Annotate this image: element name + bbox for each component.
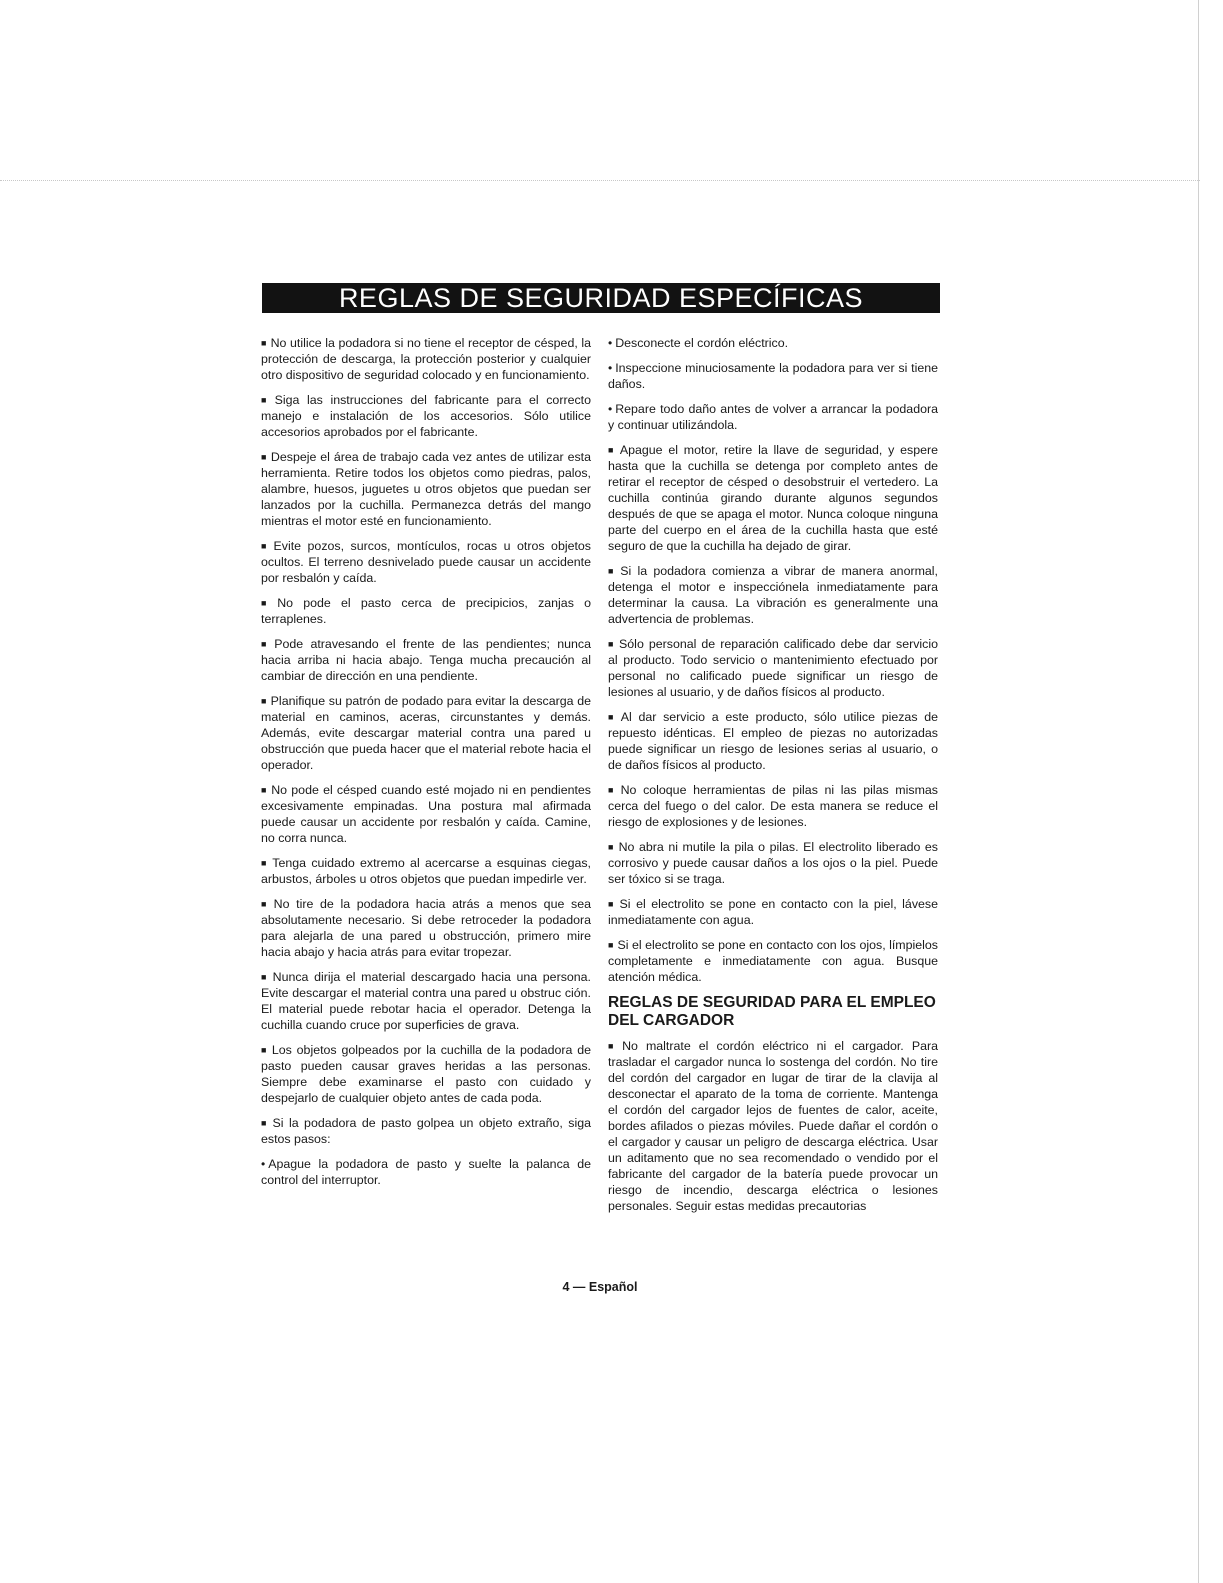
safety-rule: ■ Apague el motor, retire la llave de seguridad, y espere hasta que la cuchilla se detenga por completo antes de retirar el receptor de césped o desobstruir el vertedero. La cuchilla continúa girando durante algunos segundos después de que se apaga el motor. Nunca coloque ninguna parte del cuerpo en el área de la cuchilla hasta que esté seguro de que la cuchilla ha dejado de girar.	[608, 443, 938, 553]
safety-rule: ■ Al dar servicio a este producto, sólo utilice piezas de repuesto idénticas. El empleo de piezas no autorizadas puede significar un riesgo de lesiones serias al usuario, o de daños físicos al producto.	[608, 710, 939, 772]
square-bullet-icon: ■	[608, 940, 614, 950]
square-bullet-icon: ■	[261, 598, 274, 608]
step-item: • Apague la podadora de pasto y suelte la palanca de control del interruptor.	[261, 1157, 591, 1187]
safety-rule: ■ Pode atravesando el frente de las pendientes; nunca hacia arriba ni hacia abajo. Tenga mucha precaución al cambiar de dirección en una pendiente.	[261, 637, 592, 683]
square-bullet-icon: ■	[608, 445, 616, 455]
charger-rule: ■ No maltrate el cordón eléctrico ni el cargador. Para trasladar el cargador nunca lo sostenga del cordón. No tire del cordón del cargador en lugar de tirar de la clavija al desconectar el aparato de la toma de corriente. Mantenga el cordón del cargador lejos de fuentes de calor, aceite, bordes afilados o piezas móviles. Puede dañar el cordón o el cargador y causar un peligro de descarga eléctrica. Usar un aditamento que no sea recomendado o vendido por el fabricante del cargador de la batería puede provocar un riesgo de incendio, descarga eléctrica o lesiones personales. Seguir estas medidas precautorias	[608, 1039, 938, 1213]
square-bullet-icon: ■	[261, 785, 268, 795]
square-bullet-icon: ■	[261, 858, 269, 868]
right-column	[608, 335, 938, 1223]
page-number: 4 — Español	[562, 1280, 638, 1294]
dot-bullet-icon: •	[608, 402, 613, 416]
safety-rule: ■ Tenga cuidado extremo al acercarse a esquinas ciegas, arbustos, árboles u otros objetos que puedan impedirle ver.	[261, 856, 591, 886]
square-bullet-icon: ■	[608, 639, 616, 649]
square-bullet-icon: ■	[261, 338, 267, 348]
square-bullet-icon: ■	[608, 712, 617, 722]
square-bullet-icon: ■	[608, 785, 617, 795]
safety-rule: ■ Sólo personal de reparación calificado debe dar servicio al producto. Todo servicio o mantenimiento efectuado por personal no calificado puede significar un riesgo de lesiones al usuario, y de daños físicos al producto.	[608, 637, 939, 699]
safety-rule: ■ Si la podadora comienza a vibrar de manera anormal, detenga el motor e inspecciónela inmediatamente para determinar la causa. La vibración es generalmente una advertencia de problemas.	[608, 564, 938, 626]
safety-rule: ■ Si el electrolito se pone en contacto con los ojos, límpielos completamente e inmediatamente con agua. Busque atención médica.	[608, 938, 938, 984]
scan-artifact-line	[0, 180, 1200, 181]
square-bullet-icon: ■	[261, 541, 270, 551]
left-column	[261, 335, 591, 1197]
safety-rule: ■ Si el electrolito se pone en contacto con la piel, lávese inmediatamente con agua.	[608, 897, 938, 927]
square-bullet-icon: ■	[261, 452, 267, 462]
safety-rule: ■ Evite pozos, surcos, montículos, rocas u otros objetos ocultos. El terreno desnivelado puede causar un accidente por resbalón y caída.	[261, 539, 592, 585]
square-bullet-icon: ■	[261, 1118, 269, 1128]
square-bullet-icon: ■	[608, 566, 617, 576]
safety-rule: ■ No pode el césped cuando esté mojado ni en pendientes excesivamente empinadas. Una postura mal afirmada puede causar un accidente por resbalón y caída. Camine, no corra nunca.	[261, 783, 591, 845]
step-item: • Desconecte el cordón eléctrico.	[608, 336, 789, 350]
safety-rule: ■ No utilice la podadora si no tiene el receptor de césped, la protección de descarga, la protección posterior y cualquier otro dispositivo de seguridad colocado y en funcionamiento.	[261, 336, 591, 382]
step-item: • Repare todo daño antes de volver a arrancar la podadora y continuar utilizándola.	[608, 402, 938, 432]
safety-rule: ■ No pode el pasto cerca de precipicios, zanjas o terraplenes.	[261, 596, 591, 626]
scan-artifact-edge	[1198, 0, 1199, 1583]
dot-bullet-icon: •	[608, 361, 613, 375]
square-bullet-icon: ■	[261, 395, 271, 405]
safety-rule: ■ Siga las instrucciones del fabricante para el correcto manejo e instalación de los accesorios. Sólo utilice accesorios aprobados por el fabricante.	[261, 393, 591, 439]
square-bullet-icon: ■	[608, 1041, 619, 1051]
square-bullet-icon: ■	[261, 899, 270, 909]
square-bullet-icon: ■	[608, 842, 615, 852]
safety-rule: ■ Nunca dirija el material descargado hacia una persona. Evite descargar el material contra una pared u obstruc ción. El material puede rebotar hacia el operador. Detenga la cuchilla cuando cruce por superficies de grava.	[261, 970, 591, 1032]
safety-rule: ■ Planifique su patrón de podado para evitar la descarga de material en caminos, aceras, circunstantes y demás. Además, evite descargar material contra una pared u obstrucción que pueda hacer que el material rebote hacia el operador.	[261, 694, 592, 772]
square-bullet-icon: ■	[261, 972, 269, 982]
square-bullet-icon: ■	[261, 639, 271, 649]
square-bullet-icon: ■	[608, 899, 616, 909]
charger-rules-heading: REGLAS DE SEGURIDAD PARA EL EMPLEO DEL CARGADOR	[608, 994, 936, 1029]
safety-rule: ■ Si la podadora de pasto golpea un objeto extraño, siga estos pasos:	[261, 1116, 592, 1146]
square-bullet-icon: ■	[261, 1045, 268, 1055]
dot-bullet-icon: •	[608, 336, 613, 350]
safety-rule: ■ No abra ni mutile la pila o pilas. El electrolito liberado es corrosivo y puede causar daños a los ojos o la piel. Puede ser tóxico si se traga.	[608, 840, 939, 886]
section-title: REGLAS DE SEGURIDAD ESPECÍFICAS	[338, 283, 864, 313]
safety-rule: ■ Despeje el área de trabajo cada vez antes de utilizar esta herramienta. Retire todos los objetos como piedras, palos, alambre, huesos, juguetes u otros objetos que puedan ser lanzados por la cuchilla. Permanezca detrás del mango mientras el motor esté en funcionamiento.	[261, 450, 592, 528]
safety-rule: ■ Los objetos golpeados por la cuchilla de la podadora de pasto pueden causar graves heridas a las personas. Siempre debe examinarse el pasto con cuidado y despejarlo de cualquier objeto antes de cada poda.	[261, 1043, 591, 1105]
dot-bullet-icon: •	[261, 1157, 266, 1171]
safety-rule: ■ No tire de la podadora hacia atrás a menos que sea absolutamente necesario. Si debe retroceder la podadora para alejarla de una pared u obstrucción, primero mire hacia abajo y hacia atrás para evitar tropezar.	[261, 897, 591, 959]
section-banner	[262, 283, 940, 313]
step-item: • Inspeccione minuciosamente la podadora para ver si tiene daños.	[608, 361, 938, 391]
safety-rule: ■ No coloque herramientas de pilas ni las pilas mismas cerca del fuego o del calor. De esta manera se reduce el riesgo de explosiones y de lesiones.	[608, 783, 938, 829]
square-bullet-icon: ■	[261, 696, 267, 706]
